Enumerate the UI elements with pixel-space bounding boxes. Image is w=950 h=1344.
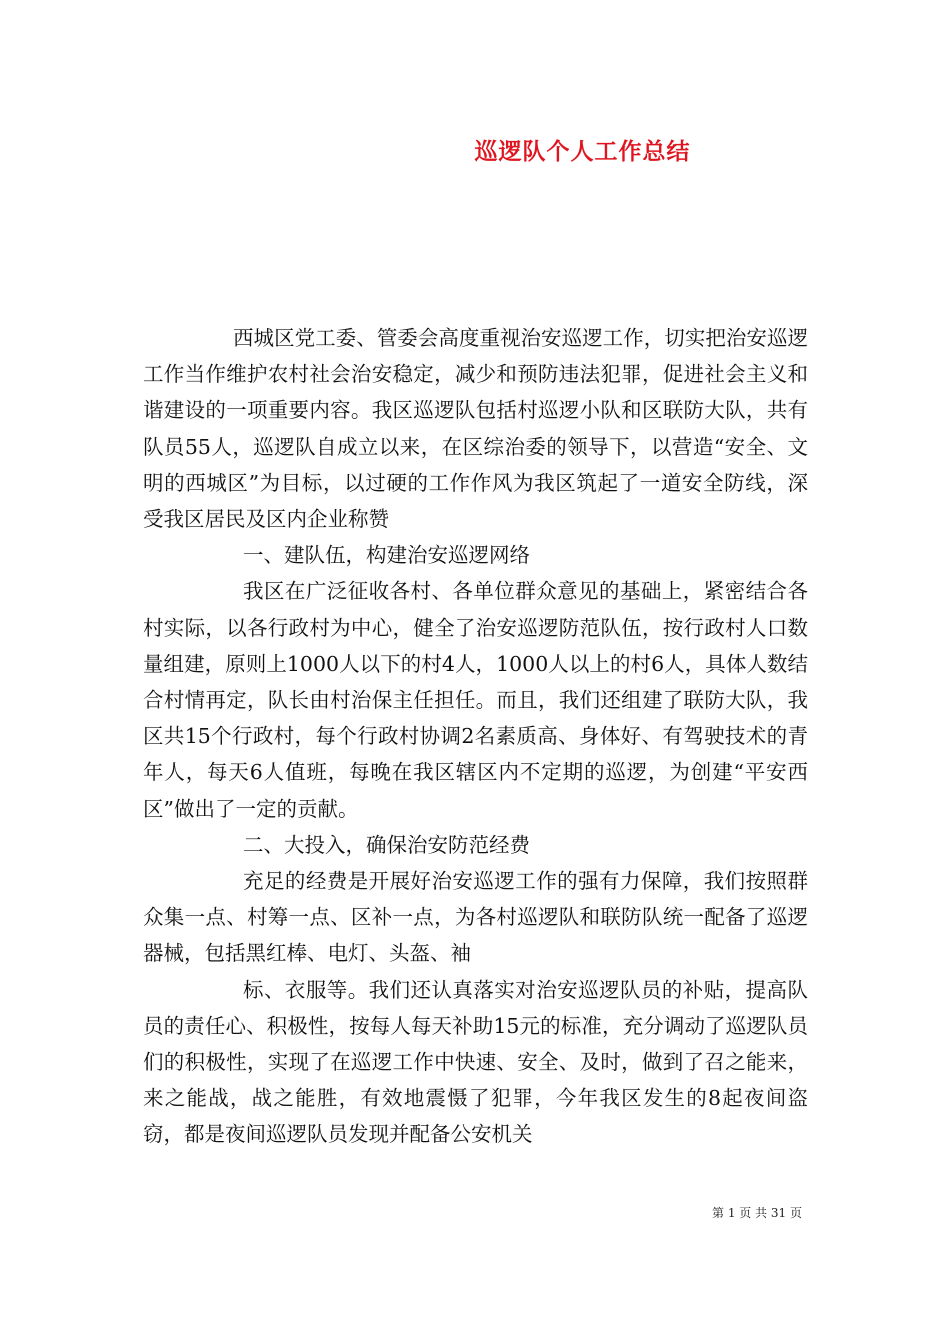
page-number-footer: 第 1 页 共 31 页 — [712, 1206, 802, 1220]
paragraph-intro: 西城区党工委、管委会高度重视治安巡逻工作，切实把治安巡逻工作当作维护农村社会治安稳定，减少和预防违法犯罪，促进社会主义和谐建设的一项重要内容。我区巡逻队包括村巡逻小队和区联防大队，共有队员55人，巡逻队自成立以来，在区综治委的领导下，以营造“安全、文明的西城区”为目标，以过硬的工作作风为我区筑起了一道安全防线，深受我区居民及区内企业称赞 — [143, 326, 808, 532]
paragraph-section-2-continued: 标、衣服等。我们还认真落实对治安巡逻队员的补贴，提高队员的责任心、积极性，按每人每天补助15元的标准，充分调动了巡逻队员们的积极性，实现了在巡逻工作中快速、安全、及时，做到了召之能来，来之能战，战之能胜，有效地震慑了犯罪，今年我区发生的8起夜间盗窃，都是夜间巡逻队员发现并配备公安机关 — [143, 977, 808, 1147]
section-heading-1: 一、建队伍，构建治安巡逻网络 — [243, 543, 530, 568]
paragraph-section-2: 充足的经费是开展好治安巡逻工作的强有力保障，我们按照群众集一点、村筹一点、区补一点，为各村巡逻队和联防队统一配备了巡逻器械，包括黑红棒、电灯、头盔、袖 — [143, 869, 808, 966]
section-heading-2: 二、大投入，确保治安防范经费 — [243, 832, 530, 857]
paragraph-section-1: 我区在广泛征收各村、各单位群众意见的基础上，紧密结合各村实际，以各行政村为中心，健全了治安巡逻防范队伍，按行政村人口数量组建，原则上1000人以下的村4人，1000人以上的村6人，具体人数结合村情再定，队长由村治保主任担任。而且，我们还组建了联防大队，我区共15个行政村，每个行政村协调2名素质高、身体好、有驾驶技术的青年人，每天6人值班，每晚在我区辖区内不定期的巡逻，为创建“平安西区”做出了一定的贡献。 — [143, 579, 808, 821]
document-body — [143, 320, 808, 1153]
document-title: 巡逻队个人工作总结 — [474, 138, 691, 165]
